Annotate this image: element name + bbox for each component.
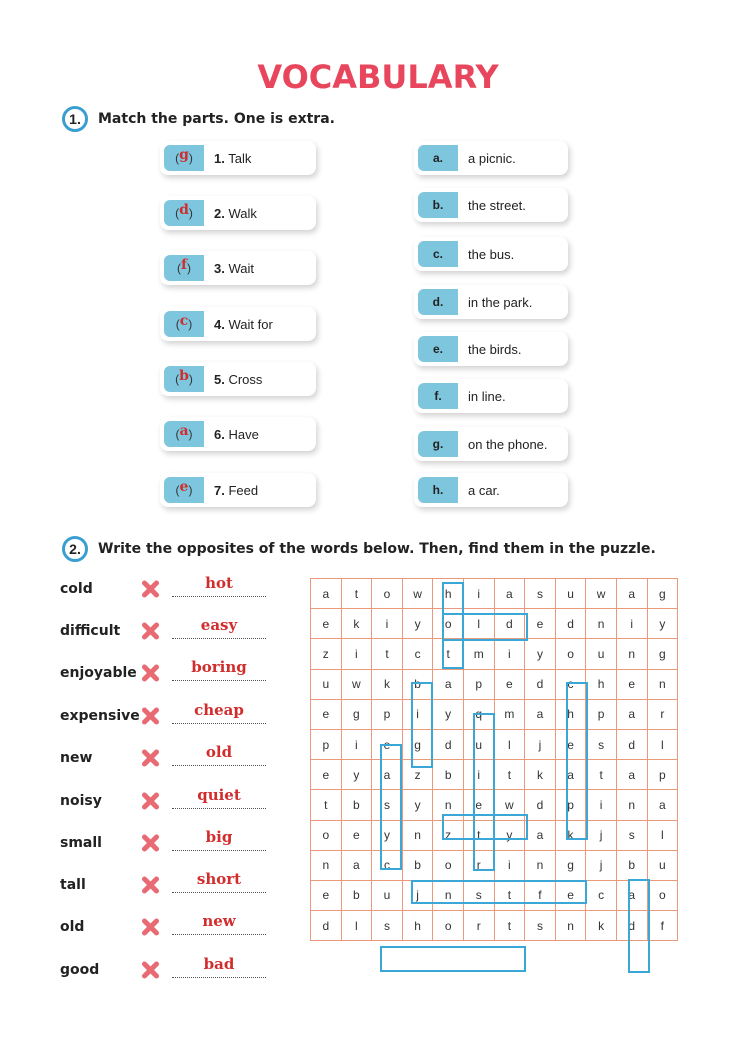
puzzle-cell[interactable]: u xyxy=(463,729,494,759)
section-1-number: 1. xyxy=(62,106,88,132)
opposite-row xyxy=(60,574,280,604)
puzzle-cell[interactable]: y xyxy=(402,609,433,639)
answer-line xyxy=(172,765,266,766)
found-word-cheap xyxy=(566,682,588,840)
puzzle-row xyxy=(311,579,678,609)
cross-icon xyxy=(140,579,160,599)
found-word-big xyxy=(411,682,433,768)
right-text: on the phone. xyxy=(468,436,548,452)
right-letter: a. xyxy=(418,145,458,171)
puzzle-cell[interactable]: z xyxy=(433,820,464,850)
puzzle-cell[interactable]: k xyxy=(586,911,617,941)
puzzle-cell[interactable]: b xyxy=(341,790,372,820)
answer-line xyxy=(172,850,266,851)
opposite-row xyxy=(60,912,280,942)
puzzle-cell[interactable]: e xyxy=(525,609,556,639)
puzzle-cell[interactable]: p xyxy=(555,790,586,820)
puzzle-cell[interactable]: t xyxy=(463,820,494,850)
item-number: 3. xyxy=(214,260,225,276)
puzzle-cell[interactable]: n xyxy=(616,790,647,820)
puzzle-cell[interactable]: l xyxy=(494,729,525,759)
answer-7[interactable]: e xyxy=(179,479,189,495)
puzzle-cell[interactable]: p xyxy=(311,729,342,759)
item-number: 6. xyxy=(214,426,225,442)
puzzle-cell[interactable]: i xyxy=(586,790,617,820)
answer-field[interactable]: hot xyxy=(205,574,233,592)
answer-field[interactable]: cheap xyxy=(194,701,244,719)
puzzle-cell[interactable]: a xyxy=(555,760,586,790)
cross-icon xyxy=(140,960,160,980)
puzzle-cell[interactable]: n xyxy=(555,911,586,941)
puzzle-cell[interactable]: h xyxy=(586,669,617,699)
puzzle-cell[interactable]: g xyxy=(402,729,433,759)
answer-6[interactable]: a xyxy=(179,423,189,439)
cross-icon xyxy=(140,748,160,768)
item-number: 5. xyxy=(214,371,225,387)
puzzle-cell[interactable]: r xyxy=(647,699,678,729)
puzzle-cell[interactable]: u xyxy=(555,579,586,609)
puzzle-cell[interactable]: s xyxy=(372,911,403,941)
found-word-quiet xyxy=(473,713,495,871)
right-text: a picnic. xyxy=(468,150,516,166)
right-letter: e. xyxy=(418,336,458,362)
puzzle-cell[interactable]: g xyxy=(647,579,678,609)
puzzle-cell[interactable]: n xyxy=(311,850,342,880)
answer-line xyxy=(172,680,266,681)
section-2-number: 2. xyxy=(62,536,88,562)
right-item-b[interactable] xyxy=(414,188,568,222)
puzzle-cell[interactable]: w xyxy=(402,579,433,609)
puzzle-cell[interactable]: l xyxy=(341,911,372,941)
cross-icon xyxy=(140,875,160,895)
right-item-f[interactable] xyxy=(414,379,568,413)
puzzle-cell[interactable]: i xyxy=(341,639,372,669)
source-word: tall xyxy=(60,877,86,893)
right-text: the bus. xyxy=(468,246,515,262)
puzzle-cell[interactable]: n xyxy=(433,880,464,910)
puzzle-cell[interactable]: a xyxy=(616,880,647,910)
found-word-easy xyxy=(380,744,402,870)
right-letter: d. xyxy=(418,289,458,315)
right-text: the birds. xyxy=(468,341,522,357)
item-text: Wait for xyxy=(228,316,273,332)
puzzle-cell[interactable]: a xyxy=(647,790,678,820)
source-word: noisy xyxy=(60,793,102,809)
puzzle-cell[interactable]: o xyxy=(372,579,403,609)
left-item-6[interactable]: ( a ) 6. Have xyxy=(160,417,316,451)
opposite-row xyxy=(60,743,280,773)
puzzle-cell[interactable]: u xyxy=(586,639,617,669)
puzzle-cell[interactable]: l xyxy=(647,729,678,759)
puzzle-cell[interactable]: e xyxy=(494,669,525,699)
right-text: in the park. xyxy=(468,294,533,310)
puzzle-cell[interactable]: t xyxy=(494,760,525,790)
puzzle-cell[interactable]: n xyxy=(433,790,464,820)
puzzle-cell[interactable]: r xyxy=(463,850,494,880)
source-word: enjoyable xyxy=(60,665,137,681)
puzzle-cell[interactable]: h xyxy=(555,699,586,729)
puzzle-cell[interactable]: j xyxy=(402,880,433,910)
right-text: the street. xyxy=(468,197,526,213)
right-item-h[interactable] xyxy=(414,473,568,507)
puzzle-cell[interactable]: e xyxy=(555,880,586,910)
answer-line xyxy=(172,977,266,978)
found-word-new xyxy=(442,814,528,840)
puzzle-cell[interactable]: s xyxy=(372,790,403,820)
source-word: difficult xyxy=(60,623,121,639)
puzzle-cell[interactable]: a xyxy=(616,760,647,790)
puzzle-cell[interactable]: a xyxy=(433,669,464,699)
puzzle-cell[interactable]: y xyxy=(647,609,678,639)
puzzle-cell[interactable]: a xyxy=(525,699,556,729)
puzzle-cell[interactable]: i xyxy=(402,699,433,729)
left-item-7[interactable]: ( e ) 7. Feed xyxy=(160,473,316,507)
right-item-e[interactable] xyxy=(414,332,568,366)
cross-icon xyxy=(140,833,160,853)
puzzle-cell[interactable]: p xyxy=(463,669,494,699)
right-item-g[interactable] xyxy=(414,427,568,461)
item-number: 1. xyxy=(214,150,225,166)
puzzle-cell[interactable]: d xyxy=(616,729,647,759)
puzzle-cell[interactable]: d xyxy=(433,729,464,759)
answer-field[interactable]: easy xyxy=(200,616,238,634)
source-word: old xyxy=(60,919,85,935)
puzzle-cell[interactable]: z xyxy=(311,639,342,669)
puzzle-cell[interactable]: y xyxy=(372,820,403,850)
source-word: small xyxy=(60,835,102,851)
right-letter: c. xyxy=(418,241,458,267)
left-item-5[interactable]: ( b ) 5. Cross xyxy=(160,362,316,396)
puzzle-cell[interactable]: s xyxy=(616,820,647,850)
item-text: Wait xyxy=(228,260,254,276)
answer-field[interactable]: big xyxy=(205,828,233,846)
puzzle-cell[interactable]: o xyxy=(433,609,464,639)
answer-field[interactable]: boring xyxy=(191,658,247,676)
found-word-bad xyxy=(628,879,650,973)
puzzle-cell[interactable]: t xyxy=(586,760,617,790)
puzzle-cell[interactable]: n xyxy=(586,609,617,639)
puzzle-cell[interactable]: w xyxy=(341,669,372,699)
section-1-instruction: Match the parts. One is extra. xyxy=(98,111,335,127)
answer-line xyxy=(172,638,266,639)
puzzle-cell[interactable]: g xyxy=(555,850,586,880)
cross-icon xyxy=(140,663,160,683)
puzzle-cell[interactable]: k xyxy=(341,609,372,639)
puzzle-cell[interactable]: o xyxy=(311,820,342,850)
puzzle-cell[interactable]: a xyxy=(616,699,647,729)
puzzle-cell[interactable]: p xyxy=(586,699,617,729)
puzzle-cell[interactable]: t xyxy=(433,639,464,669)
opposite-row xyxy=(60,786,280,816)
answer-field[interactable]: new xyxy=(202,912,236,930)
puzzle-cell[interactable]: e xyxy=(311,699,342,729)
puzzle-cell[interactable]: o xyxy=(433,850,464,880)
puzzle-row xyxy=(311,911,678,941)
puzzle-cell[interactable]: y xyxy=(494,820,525,850)
item-number: 4. xyxy=(214,316,225,332)
puzzle-cell[interactable]: y xyxy=(433,699,464,729)
puzzle-cell[interactable]: d xyxy=(616,911,647,941)
answer-1[interactable]: g xyxy=(179,147,189,163)
puzzle-cell[interactable]: t xyxy=(372,639,403,669)
puzzle-cell[interactable]: i xyxy=(616,609,647,639)
section-2-instruction: Write the opposites of the words below. Then, find them in the puzzle. xyxy=(98,541,656,557)
puzzle-row xyxy=(311,639,678,669)
puzzle-cell[interactable]: t xyxy=(341,579,372,609)
puzzle-cell[interactable]: i xyxy=(372,609,403,639)
opposite-row xyxy=(60,701,280,731)
answer-line xyxy=(172,808,266,809)
right-item-a[interactable] xyxy=(414,141,568,175)
puzzle-cell[interactable]: i xyxy=(463,579,494,609)
puzzle-cell[interactable]: e xyxy=(463,790,494,820)
answer-field[interactable]: short xyxy=(196,870,242,888)
puzzle-cell[interactable]: e xyxy=(341,820,372,850)
puzzle-cell[interactable]: b xyxy=(616,850,647,880)
section-2-heading xyxy=(62,536,656,562)
right-text: in line. xyxy=(468,388,506,404)
puzzle-cell[interactable]: h xyxy=(402,911,433,941)
puzzle-cell[interactable]: i xyxy=(494,850,525,880)
puzzle-cell[interactable]: y xyxy=(525,639,556,669)
left-item-2[interactable]: ( d ) 2. Walk xyxy=(160,196,316,230)
cross-icon xyxy=(140,791,160,811)
right-letter: f. xyxy=(418,383,458,409)
source-word: cold xyxy=(60,581,93,597)
puzzle-cell[interactable]: c xyxy=(402,639,433,669)
source-word: expensive xyxy=(60,708,140,724)
answer-line xyxy=(172,723,266,724)
puzzle-cell[interactable]: w xyxy=(494,790,525,820)
opposite-row xyxy=(60,955,280,985)
puzzle-cell[interactable]: r xyxy=(463,911,494,941)
answer-field[interactable]: bad xyxy=(203,955,235,973)
opposite-row xyxy=(60,658,280,688)
puzzle-cell[interactable]: i xyxy=(341,729,372,759)
puzzle-cell[interactable]: k xyxy=(525,760,556,790)
puzzle-cell[interactable]: g xyxy=(647,639,678,669)
puzzle-cell[interactable]: g xyxy=(341,699,372,729)
item-text: Cross xyxy=(228,371,263,387)
puzzle-row xyxy=(311,669,678,699)
puzzle-cell[interactable]: a xyxy=(616,579,647,609)
answer-line xyxy=(172,892,266,893)
puzzle-cell[interactable]: n xyxy=(647,669,678,699)
puzzle-cell[interactable]: e xyxy=(311,880,342,910)
right-letter: b. xyxy=(418,192,458,218)
answer-3[interactable]: f xyxy=(180,257,188,273)
puzzle-cell[interactable]: d xyxy=(525,669,556,699)
puzzle-cell[interactable]: n xyxy=(402,820,433,850)
puzzle-cell[interactable]: e xyxy=(372,729,403,759)
puzzle-cell[interactable]: f xyxy=(647,911,678,941)
puzzle-cell[interactable]: a xyxy=(341,850,372,880)
puzzle-cell[interactable]: j xyxy=(586,850,617,880)
puzzle-cell[interactable]: b xyxy=(433,760,464,790)
puzzle-cell[interactable]: s xyxy=(586,729,617,759)
puzzle-cell[interactable]: a xyxy=(525,820,556,850)
answer-5[interactable]: b xyxy=(179,368,189,384)
puzzle-cell[interactable]: b xyxy=(402,669,433,699)
puzzle-cell[interactable]: i xyxy=(463,760,494,790)
puzzle-cell[interactable]: h xyxy=(433,579,464,609)
item-text: Feed xyxy=(228,482,259,498)
puzzle-cell[interactable]: c xyxy=(555,669,586,699)
item-text: Talk xyxy=(228,150,252,166)
answer-line xyxy=(172,596,266,597)
puzzle-cell[interactable]: e xyxy=(311,609,342,639)
answer-line xyxy=(172,934,266,935)
puzzle-cell[interactable]: a xyxy=(311,579,342,609)
puzzle-cell[interactable]: b xyxy=(402,850,433,880)
puzzle-cell[interactable]: o xyxy=(433,911,464,941)
puzzle-cell[interactable]: c xyxy=(372,850,403,880)
puzzle-cell[interactable]: a xyxy=(494,579,525,609)
puzzle-cell[interactable]: u xyxy=(372,880,403,910)
puzzle-cell[interactable]: p xyxy=(372,699,403,729)
left-item-1[interactable]: ( g ) 1. Talk xyxy=(160,141,316,175)
puzzle-cell[interactable]: t xyxy=(494,911,525,941)
left-item-3[interactable]: ( f ) 3. Wait xyxy=(160,251,316,285)
puzzle-cell[interactable]: d xyxy=(555,609,586,639)
section-1-heading xyxy=(62,106,335,132)
source-word: good xyxy=(60,962,100,978)
source-word: new xyxy=(60,750,93,766)
item-text: Have xyxy=(228,426,259,442)
puzzle-cell[interactable]: l xyxy=(647,820,678,850)
item-number: 2. xyxy=(214,205,225,221)
puzzle-cell[interactable]: p xyxy=(647,760,678,790)
puzzle-cell[interactable]: u xyxy=(311,669,342,699)
puzzle-cell[interactable]: t xyxy=(494,880,525,910)
item-text: Walk xyxy=(228,205,257,221)
puzzle-cell[interactable]: y xyxy=(341,760,372,790)
cross-icon xyxy=(140,917,160,937)
puzzle-cell[interactable]: j xyxy=(586,820,617,850)
left-item-4[interactable]: ( c ) 4. Wait for xyxy=(160,307,316,341)
right-item-d[interactable] xyxy=(414,285,568,319)
answer-field[interactable]: old xyxy=(205,743,233,761)
cross-icon xyxy=(140,621,160,641)
puzzle-cell[interactable]: d xyxy=(494,609,525,639)
opposite-row xyxy=(60,828,280,858)
found-word-old-row xyxy=(442,613,528,641)
puzzle-cell[interactable]: q xyxy=(463,699,494,729)
page-title: VOCABULARY xyxy=(257,58,499,96)
answer-4[interactable]: c xyxy=(179,313,189,329)
puzzle-cell[interactable]: o xyxy=(647,880,678,910)
puzzle-cell[interactable]: a xyxy=(372,760,403,790)
puzzle-cell[interactable]: e xyxy=(311,760,342,790)
puzzle-cell[interactable]: s xyxy=(525,579,556,609)
puzzle-cell[interactable]: n xyxy=(616,639,647,669)
answer-2[interactable]: d xyxy=(179,202,189,218)
puzzle-cell[interactable]: t xyxy=(311,790,342,820)
opposite-row xyxy=(60,616,280,646)
puzzle-cell[interactable]: e xyxy=(555,729,586,759)
found-word-boring xyxy=(411,880,587,904)
item-number: 7. xyxy=(214,482,225,498)
puzzle-cell[interactable]: i xyxy=(494,639,525,669)
puzzle-cell[interactable]: u xyxy=(647,850,678,880)
puzzle-cell[interactable]: c xyxy=(586,880,617,910)
puzzle-cell[interactable]: j xyxy=(525,729,556,759)
puzzle-cell[interactable]: z xyxy=(402,760,433,790)
puzzle-cell[interactable]: s xyxy=(463,880,494,910)
puzzle-cell[interactable]: m xyxy=(463,639,494,669)
puzzle-cell[interactable]: k xyxy=(372,669,403,699)
right-letter: g. xyxy=(418,431,458,457)
puzzle-cell[interactable]: y xyxy=(402,790,433,820)
puzzle-cell[interactable]: s xyxy=(525,911,556,941)
puzzle-cell[interactable]: d xyxy=(311,911,342,941)
right-letter: h. xyxy=(418,477,458,503)
cross-icon xyxy=(140,706,160,726)
puzzle-cell[interactable]: f xyxy=(525,880,556,910)
puzzle-cell[interactable]: o xyxy=(555,639,586,669)
puzzle-cell[interactable]: m xyxy=(494,699,525,729)
puzzle-cell[interactable]: b xyxy=(341,880,372,910)
puzzle-cell[interactable]: n xyxy=(525,850,556,880)
puzzle-cell[interactable]: d xyxy=(525,790,556,820)
puzzle-cell[interactable]: e xyxy=(616,669,647,699)
puzzle-cell[interactable]: k xyxy=(555,820,586,850)
puzzle-cell[interactable]: l xyxy=(463,609,494,639)
answer-field[interactable]: quiet xyxy=(197,786,241,804)
opposite-row xyxy=(60,870,280,900)
right-text: a car. xyxy=(468,482,500,498)
puzzle-cell[interactable]: w xyxy=(586,579,617,609)
right-item-c[interactable] xyxy=(414,237,568,271)
found-word-short xyxy=(380,946,526,972)
